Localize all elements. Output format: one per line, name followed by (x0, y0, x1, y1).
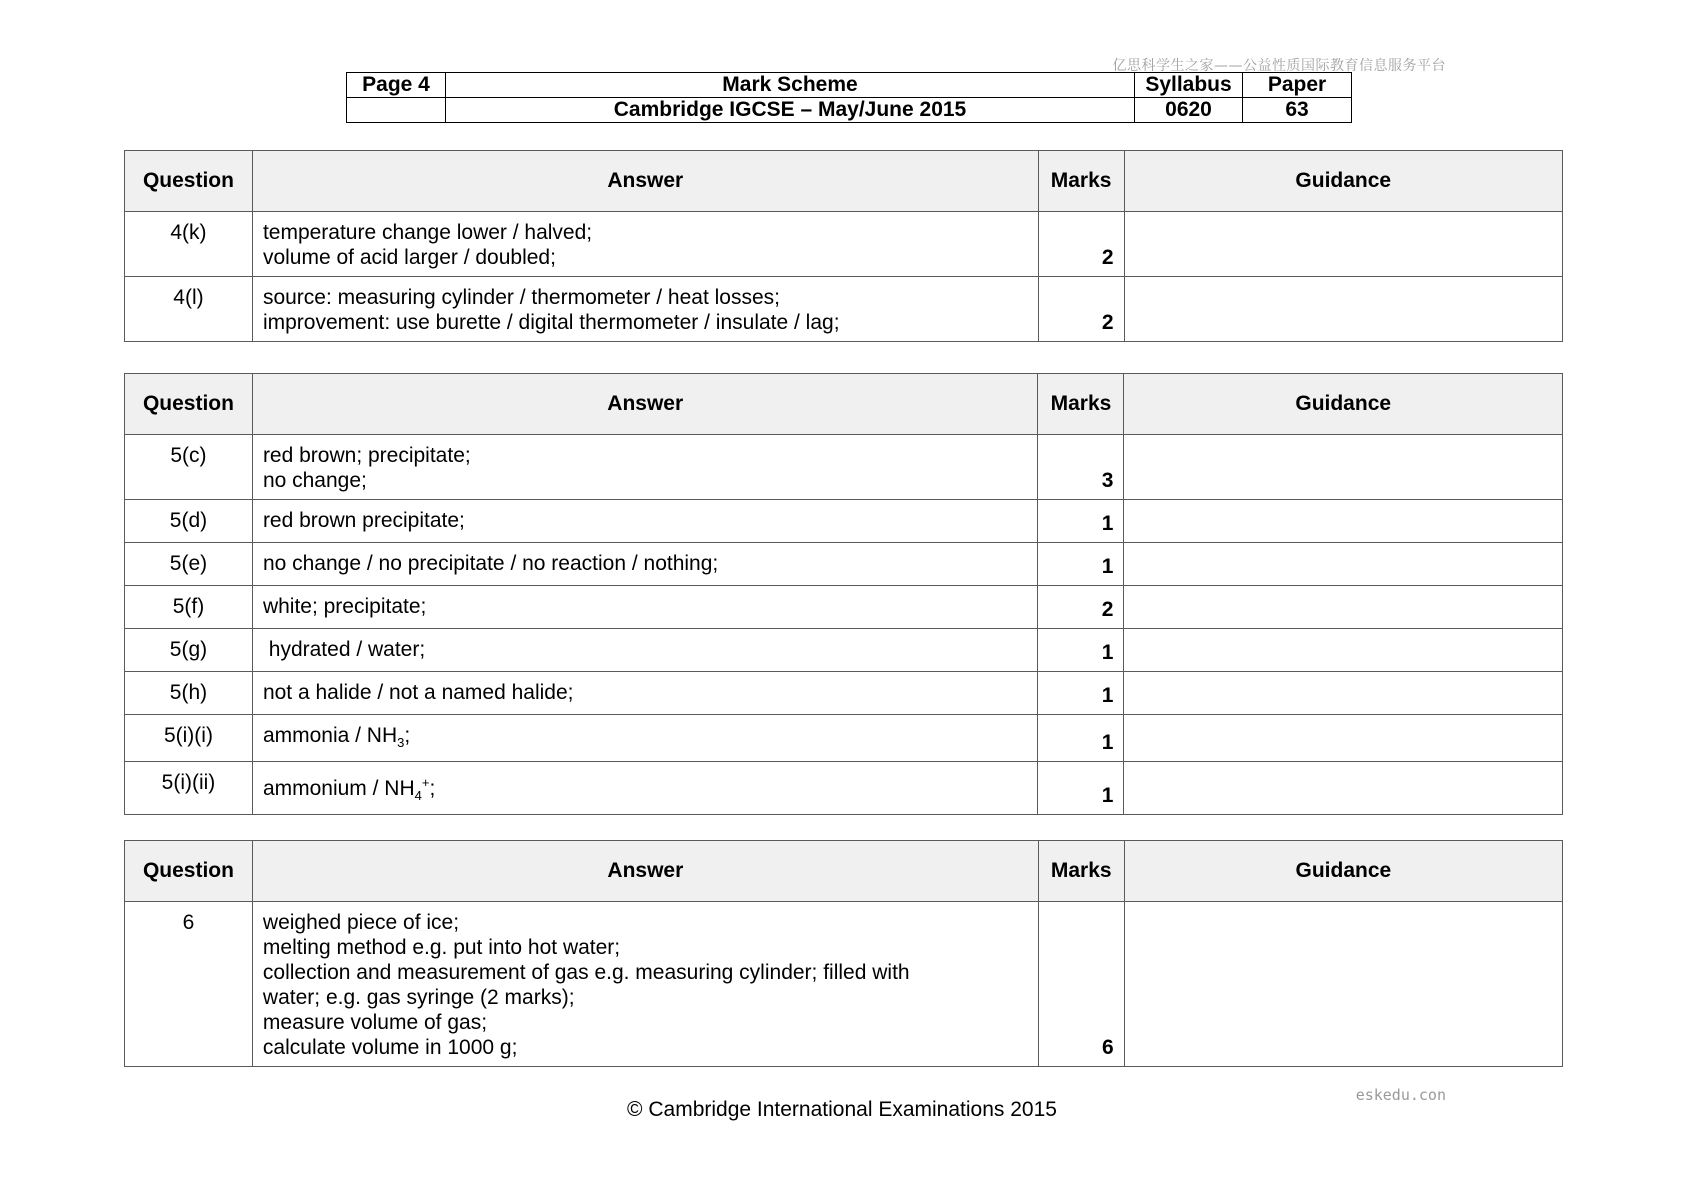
question-id: 6 (125, 902, 253, 1067)
formula-superscript: + (421, 775, 430, 791)
col-marks: Marks (1038, 374, 1124, 435)
formula-text: ammonium / NH (262, 777, 415, 801)
col-question: Question (125, 151, 253, 212)
question-id: 5(g) (125, 629, 253, 672)
question-id: 5(c) (125, 435, 253, 500)
guidance (1124, 586, 1563, 629)
table-header-row (125, 374, 1563, 435)
question-id: 4(l) (125, 277, 253, 342)
answer-line: red brown precipitate; (262, 509, 465, 532)
mark-table-6 (124, 840, 1563, 1067)
answer-line: improvement: use burette / digital thermometer / insulate / lag; (262, 311, 840, 334)
marks: 2 (1038, 586, 1124, 629)
formula-suffix: ; (404, 724, 411, 747)
document-title: Mark Scheme (446, 73, 1135, 98)
table-row (125, 212, 1563, 277)
page-number: Page 4 (347, 73, 446, 98)
col-question: Question (125, 374, 253, 435)
paper-label: Paper (1243, 73, 1352, 98)
marks: 3 (1038, 435, 1124, 500)
answer (252, 500, 1038, 543)
table-row (125, 629, 1563, 672)
table-row (125, 277, 1563, 342)
guidance (1124, 715, 1563, 762)
answer-line: no change; (262, 469, 367, 492)
question-id: 5(e) (125, 543, 253, 586)
marks: 1 (1038, 672, 1124, 715)
guidance (1124, 212, 1562, 277)
guidance (1124, 435, 1563, 500)
table-header-row (125, 841, 1563, 902)
answer-line: weighed piece of ice; (262, 911, 460, 934)
col-guidance: Guidance (1124, 841, 1562, 902)
answer (252, 715, 1038, 762)
table-row (125, 902, 1563, 1067)
header-table (346, 72, 1352, 123)
answer-line: temperature change lower / halved; (262, 221, 593, 244)
syllabus-code: 0620 (1135, 98, 1243, 123)
col-answer: Answer (252, 841, 1038, 902)
copyright-footer: © Cambridge International Examinations 2015 (627, 1098, 1057, 1121)
marks: 1 (1038, 543, 1124, 586)
table-row (125, 500, 1563, 543)
table-row (125, 435, 1563, 500)
answer-line: white; precipitate; (262, 595, 427, 618)
mark-table-5 (124, 373, 1563, 815)
answer-line: volume of acid larger / doubled; (262, 246, 556, 269)
watermark-top: 亿思科学生之家——公益性质国际教育信息服务平台 (1112, 58, 1446, 74)
table-header-row (125, 151, 1563, 212)
question-id: 5(i)(i) (125, 715, 253, 762)
question-id: 4(k) (125, 212, 253, 277)
table-row (125, 762, 1563, 815)
answer-line: melting method e.g. put into hot water; (262, 936, 621, 959)
marks: 2 (1038, 212, 1124, 277)
answer (252, 543, 1038, 586)
answer-line (263, 723, 1028, 755)
answer (252, 629, 1038, 672)
answer-line (263, 770, 1028, 808)
marks: 1 (1038, 629, 1124, 672)
guidance (1124, 902, 1562, 1067)
document-subtitle: Cambridge IGCSE – May/June 2015 (446, 98, 1135, 123)
formula-subscript: 3 (397, 735, 405, 751)
formula-subscript: 4 (414, 788, 422, 804)
table-row (125, 586, 1563, 629)
mark-table-4 (124, 150, 1563, 342)
answer (252, 435, 1038, 500)
guidance (1124, 277, 1562, 342)
marks: 1 (1038, 500, 1124, 543)
question-id: 5(h) (125, 672, 253, 715)
guidance (1124, 762, 1563, 815)
answer-line: collection and measurement of gas e.g. measuring cylinder; filled with water; e.g. gas syringe (2 marks); (262, 961, 910, 1009)
syllabus-label: Syllabus (1135, 73, 1243, 98)
col-answer: Answer (252, 374, 1038, 435)
col-guidance: Guidance (1124, 151, 1562, 212)
answer-line: measure volume of gas; (262, 1011, 488, 1034)
question-id: 5(f) (125, 586, 253, 629)
answer (252, 277, 1038, 342)
col-marks: Marks (1038, 151, 1124, 212)
guidance (1124, 672, 1563, 715)
answer (252, 672, 1038, 715)
marks: 1 (1038, 762, 1124, 815)
answer (252, 902, 1038, 1067)
answer-line: source: measuring cylinder / thermometer / heat losses; (262, 286, 780, 309)
question-id: 5(d) (125, 500, 253, 543)
question-id: 5(i)(ii) (125, 762, 253, 815)
answer-line: not a halide / not a named halide; (262, 681, 574, 704)
col-marks: Marks (1038, 841, 1124, 902)
col-answer: Answer (252, 151, 1038, 212)
col-question: Question (125, 841, 253, 902)
answer-line: red brown; precipitate; (262, 444, 471, 467)
table-row (125, 715, 1563, 762)
col-guidance: Guidance (1124, 374, 1563, 435)
table-row (125, 672, 1563, 715)
guidance (1124, 629, 1563, 672)
marks: 1 (1038, 715, 1124, 762)
guidance (1124, 500, 1563, 543)
guidance (1124, 543, 1563, 586)
answer-line: hydrated / water; (262, 638, 426, 661)
formula-text: ammonia / NH (262, 724, 398, 747)
paper-number: 63 (1243, 98, 1352, 123)
table-row (125, 543, 1563, 586)
formula-suffix: ; (429, 777, 436, 801)
watermark-bottom: eskedu.con (1355, 1086, 1446, 1104)
header-empty-cell (347, 98, 446, 123)
marks: 6 (1038, 902, 1124, 1067)
answer (252, 762, 1038, 815)
answer (252, 212, 1038, 277)
answer-line: calculate volume in 1000 g; (262, 1036, 518, 1059)
answer (252, 586, 1038, 629)
answer-line: no change / no precipitate / no reaction / nothing; (262, 552, 719, 575)
marks: 2 (1038, 277, 1124, 342)
